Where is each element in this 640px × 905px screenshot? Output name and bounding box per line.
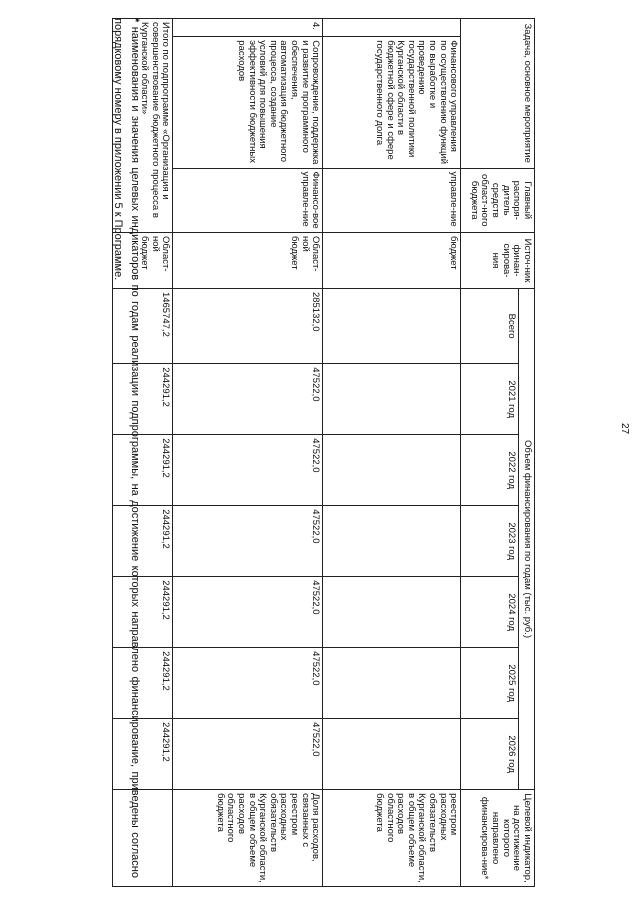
row-number [323, 19, 461, 37]
footnote-marker: * [129, 18, 141, 23]
total-sum: 1465747,2 [113, 288, 173, 363]
total-year-value: 244291,2 [113, 435, 173, 506]
header-source: Источ-ник финан-сирова-ния [461, 233, 535, 289]
row-total [323, 288, 461, 363]
total-year-value: 244291,2 [113, 364, 173, 435]
header-indicator: Целевой индикатор, на достижение которого направлено финансирова-ние* [461, 790, 535, 887]
header-year: 2023 год [461, 506, 519, 577]
row-task: Сопровождение, поддержка и развитие программного обеспечения, автоматизация бюджетного процесса, создание условий для повышения эффективности бюджетных расходов [173, 37, 323, 168]
footnote [110, 18, 143, 878]
row-year-value: 47522,0 [173, 364, 323, 435]
funding-table [112, 18, 535, 887]
row-number: 4. [173, 19, 323, 37]
row-year-value [323, 506, 461, 577]
header-total: Всего [461, 288, 519, 363]
row-year-value: 47522,0 [173, 719, 323, 790]
header-manager: Главный распоря-дитель средств област-ного бюджета [461, 168, 535, 233]
total-year-value: 244291,2 [113, 719, 173, 790]
header-task: Задача, основное мероприятие [461, 19, 535, 169]
header-year: 2022 год [461, 435, 519, 506]
total-source: Област-ной бюджет [113, 233, 173, 289]
row-year-value [323, 719, 461, 790]
row-year-value [323, 435, 461, 506]
header-year: 2021 год [461, 364, 519, 435]
row-year-value: 47522,0 [173, 577, 323, 648]
row-year-value [323, 577, 461, 648]
row-manager: управле-ние [323, 168, 461, 233]
row-indicator: Доля расходов, связанных с реестром расходных обязательств Курганской области, в общем объеме расходов областного бюджета [173, 790, 323, 887]
row-year-value: 47522,0 [173, 435, 323, 506]
header-funding-group: Объем финансирования по годам (тыс. руб.) [519, 288, 535, 789]
rotated-page-content [75, 18, 535, 887]
row-total: 285132,0 [173, 288, 323, 363]
footnote-text: наименования и значения целевых индикаторов по годам реализации подпрограммы, на достижение которых направлено финансирование, приведены согласно порядковому номеру в приложении 5 к Программе. [112, 18, 141, 878]
header-year: 2024 год [461, 577, 519, 648]
total-year-value: 244291,2 [113, 577, 173, 648]
header-year: 2025 год [461, 648, 519, 719]
row-source: бюджет [323, 233, 461, 289]
page-number: 27 [619, 422, 631, 435]
total-year-value: 244291,2 [113, 506, 173, 577]
row-task: Финансового управления по осуществлению функций по выработке и проведению государственной политики Курганской области в бюджетной сфере и сфере государственного долга [323, 37, 461, 168]
table-row [323, 19, 461, 887]
row-year-value: 47522,0 [173, 506, 323, 577]
total-year-value: 244291,2 [113, 648, 173, 719]
row-year-value [323, 648, 461, 719]
row-year-value [323, 364, 461, 435]
total-label: Итого по подпрограмме «Организация и совершенствование бюджетного процесса в Курганской области» [113, 19, 173, 233]
table-row [173, 19, 323, 887]
header-row-1 [519, 19, 535, 887]
header-year: 2026 год [461, 719, 519, 790]
row-indicator: реестром расходных обязательств Курганской области, в общем объеме расходов областного бюджета [323, 790, 461, 887]
row-year-value: 47522,0 [173, 648, 323, 719]
row-manager: Финансо-вое управле-ние [173, 168, 323, 233]
row-source: Област-ной бюджет [173, 233, 323, 289]
